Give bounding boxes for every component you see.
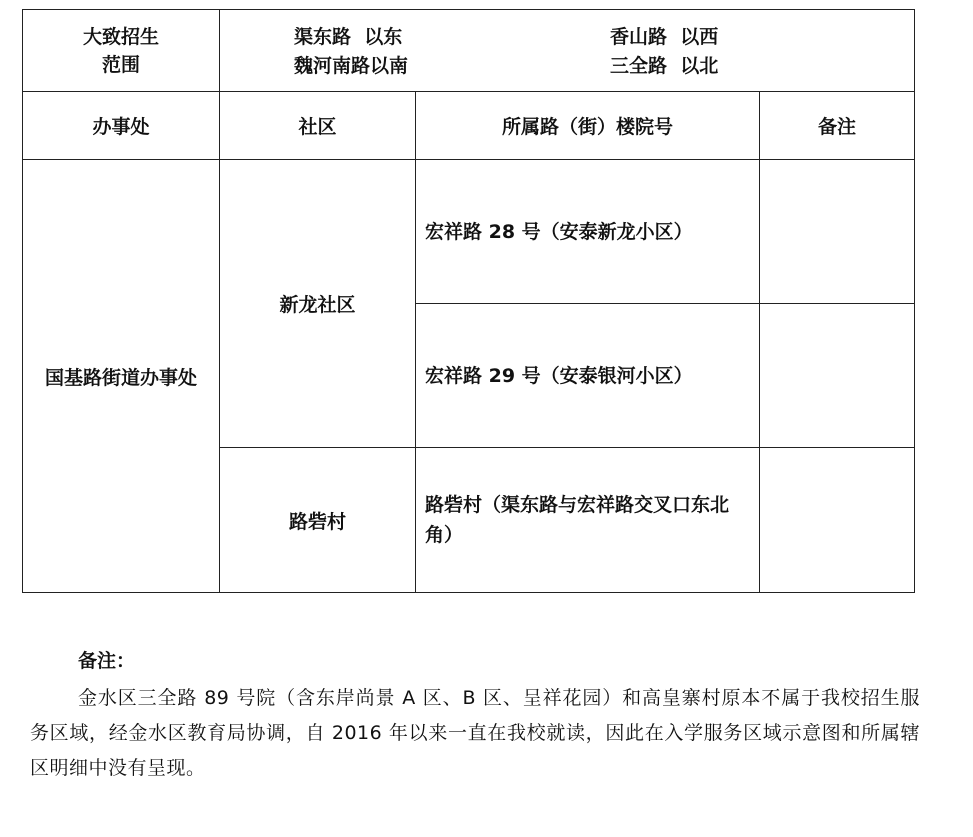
- header-row: [23, 92, 915, 160]
- boundary-west: 香山路 以西: [610, 26, 719, 48]
- enrollment-zone-table: [22, 9, 915, 593]
- office-cell: 国基路街道办事处: [23, 160, 220, 593]
- header-office: 办事处: [23, 92, 220, 160]
- range-label-line2: 范围: [101, 53, 140, 76]
- note-section: [30, 644, 920, 786]
- range-row: [23, 10, 915, 92]
- header-community: 社区: [220, 92, 416, 160]
- boundary-north: 三全路 以北: [610, 55, 719, 77]
- header-remark: 备注: [760, 92, 915, 160]
- boundary-east: 渠东路 以东: [294, 26, 403, 48]
- boundary-south: 魏河南路以南: [294, 55, 409, 77]
- address-cell: 路砦村（渠东路与宏祥路交叉口东北角）: [416, 448, 760, 593]
- range-boundaries-cell: [220, 10, 915, 92]
- note-body: 金水区三全路 89 号院（含东岸尚景 A 区、B 区、呈祥花园）和高皇寨村原本不属于我校招生服务区域，经金水区教育局协调，自 2016 年以来一直在我校就读，因此在入学服务区域示意图和所属辖区明细中没有呈现。: [30, 687, 920, 779]
- remark-cell: [760, 448, 915, 593]
- note-title: 备注：: [78, 650, 136, 672]
- community-cell: 路砦村: [220, 448, 416, 593]
- remark-cell: [760, 160, 915, 304]
- remark-cell: [760, 304, 915, 448]
- range-label-cell: [23, 10, 220, 92]
- address-cell: 宏祥路 28 号（安泰新龙小区）: [416, 160, 760, 304]
- header-address: 所属路（街）楼院号: [416, 92, 760, 160]
- address-cell: 宏祥路 29 号（安泰银河小区）: [416, 304, 760, 448]
- range-label-line1: 大致招生: [82, 25, 159, 48]
- community-cell: 新龙社区: [220, 160, 416, 448]
- table-row: [23, 160, 915, 304]
